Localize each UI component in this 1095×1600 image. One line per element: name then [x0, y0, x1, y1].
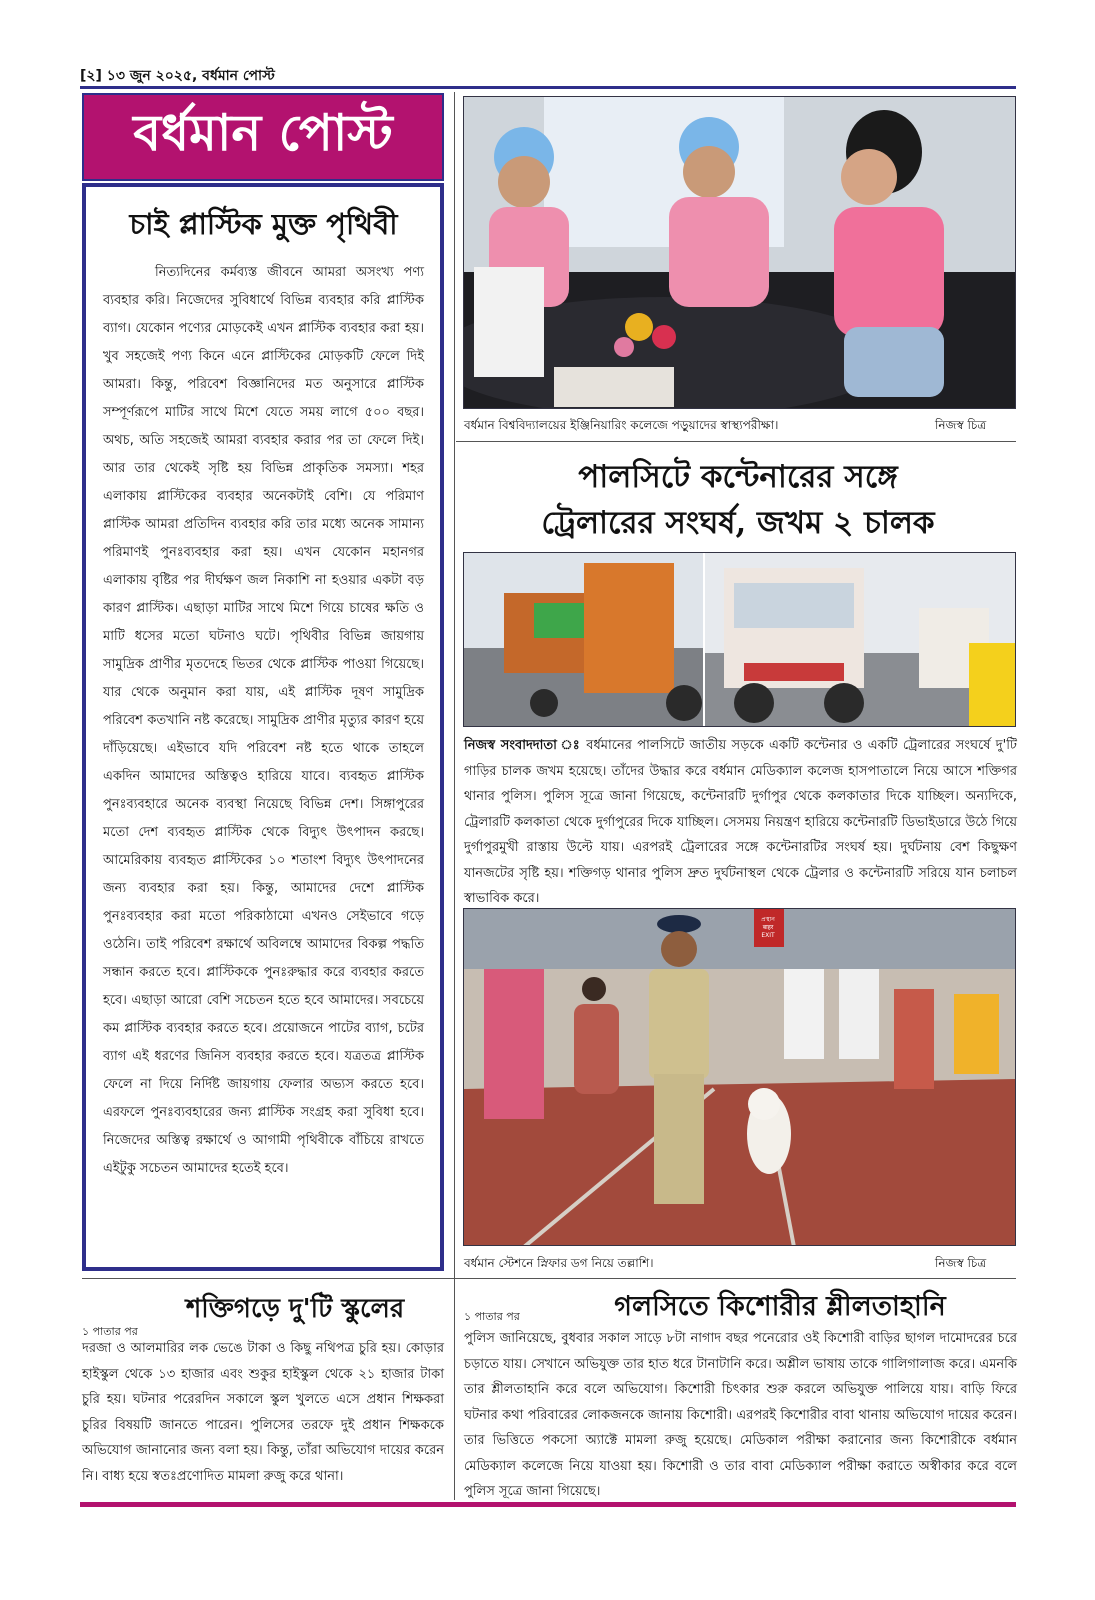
accident-headline-line2: ট্রেলারের সংঘর্ষ, জখম ২ চালক — [541, 505, 935, 541]
photo1-caption: বর্ধমান বিশ্ববিদ্যালয়ের ইঞ্জিনিয়ারিং কলেজে পড়ুয়াদের স্বাস্থ্যপরীক্ষা। — [464, 418, 779, 432]
footer-bar — [80, 1502, 1016, 1507]
school-headline: শক্তিগড়ে দু'টি স্কুলের — [185, 1294, 405, 1324]
accident-photo — [463, 552, 1016, 727]
rule — [456, 441, 1016, 442]
sniffer-dog-image — [464, 909, 1016, 1246]
photo3-caption: বর্ধমান স্টেশনে স্নিফার ডগ নিয়ে তল্লাশি। — [464, 1256, 654, 1270]
accident-body: বর্ধমানের পালসিটে জাতীয় সড়কে একটি কন্টেনার ও একটি ট্রেলারের সংঘর্ষে দু'টি গাড়ির চালক জখম হয়েছে। তাঁদের উদ্ধার করে বর্ধমান মেডিক্যাল কলেজ হাসপাতালে নিয়ে আসে শক্তিগর থানার পুলিস। পুলিস সূত্রে জানা গিয়েছে, কন্টেনারটি দুর্গাপুর থেকে কলকাতার দিকে যাচ্ছিল। অন্যদিকে, ট্রেলারটি কলকাতা থেকে দুর্গাপুরের দিকে যাচ্ছিল। সেসময় নিয়ন্ত্রণ হারিয়ে কন্টেনারটি ডিভাইডারে উঠে গিয়ে দুর্গাপুরমুখী রাস্তায় উল্টে যায়। এরপরই ট্রেলারের সঙ্গে কন্টেনারটির সংঘর্ষ হয়। দুর্ঘটনায় বেশ কিছুক্ষণ যানজটের সৃষ্টি হয়। শক্তিগড় থানার পুলিস দ্রুত দুর্ঘটনাস্থল থেকে ট্রেলার ও কন্টেনারটি সরিয়ে যান চলাচল স্বাভাবিক করে। — [464, 738, 1017, 906]
editorial-body: নিত্যদিনের কর্মব্যস্ত জীবনে আমরা অসংখ্য পণ্য ব্যবহার করি। নিজেদের সুবিধার্থে বিভিন্ন ব্যবহার করি প্লাস্টিক ব্যাগ। যেকোন পণ্যের মোড়কেই এখন প্লাস্টিক ব্যবহার করা হয়। খুব সহজেই পণ্য কিনে এনে প্লাস্টিকের মোড়কটি ফেলে দিই আমরা। কিন্তু, পরিবেশ বিজ্ঞানিদের মত অনুসারে প্লাস্টিক সম্পূর্ণরূপে মাটির সাথে মিশে যেতে সময় লাগে ৫০০ বছর। অথচ, অতি সহজেই আমরা ব্যবহার করার পর তা ফেলে দিই। আর তার থেকেই সৃষ্টি হয় বিভিন্ন প্রাকৃতিক সমস্যা। শহর এলাকায় প্লাস্টিকের ব্যবহার অনেকটাই বেশি। যে পরিমাণ প্লাস্টিক আমরা প্রতিদিন ব্যবহার করি তার মধ্যে অনেক সামান্য পরিমাণই পুনঃব্যবহার করা হয়। এখন যেকোন মহানগর এলাকায় বৃষ্টির পর দীর্ঘক্ষণ জল নিকাশি না হওয়ার একটা বড় কারণ প্লাস্টিক। এছাড়া মাটির সাথে মিশে গিয়ে চাষের ক্ষতি ও মাটি ধসের মতো ঘটনাও ঘটে। পৃথিবীর বিভিন্ন জায়গায় সামুদ্রিক প্রাণীর মৃতদেহে ভিতর থেকে প্লাস্টিক পাওয়া গিয়েছে। যার থেকে অনুমান করা যায়, এই প্লাস্টিক দূষণ সামুদ্রিক পরিবেশ কতখানি নষ্ট করেছে। সামুদ্রিক প্রাণীর মৃত্যুর কারণ হয়ে দাঁড়িয়েছে। এইভাবে যদি পরিবেশ নষ্ট হতে থাকে তাহলে একদিন আমাদের অস্তিত্বও হারিয়ে যাবে। ব্যবহৃত প্লাস্টিক পুনঃব্যবহারে অনেক ব্যবস্থা নিয়েছে বিভিন্ন দেশ। সিঙ্গাপুরের মতো দেশ ব্যবহৃত প্লাস্টিক থেকে বিদ্যুৎ উৎপাদন করছে। আমেরিকায় ব্যবহৃত প্লাস্টিকের ১০ শতাংশ বিদ্যুৎ উৎপাদনের জন্য ব্যবহার করা হয়। কিন্তু, আমাদের দেশে প্লাস্টিক পুনঃব্যবহার করা মতো পরিকাঠামো এখনও সেইভাবে গড়ে ওঠেনি। তাই পরিবেশ রক্ষার্থে অবিলম্বে আমাদের বিকল্প পদ্ধতি সন্ধান করতে হবে। প্লাস্টিককে পুনঃরুদ্ধার করে ব্যবহার করতে হবে। এছাড়া আরো বেশি সচেতন হতে হবে আমাদের। সবচেয়ে কম প্লাস্টিক ব্যবহার করতে হবে। প্রয়োজনে পাটের ব্যাগ, চটের ব্যাগ এই ধরণের জিনিস ব্যবহার করতে হবে। যত্রতত্র প্লাস্টিক ফেলে না দিয়ে নির্দিষ্ট জায়গায় ফেলার অভ্যস করতে হবে। এরফলে পুনঃব্যবহারের জন্য প্লাস্টিক সংগ্রহ করা সুবিধা হবে। নিজেদের অস্তিত্ব রক্ষার্থে ও আগামী পৃথিবীকে বাঁচিয়ে রাখতে এইটুকু সচেতন আমাদের হতেই হবে। — [103, 265, 424, 1176]
accident-text — [464, 733, 1017, 912]
column-divider — [454, 92, 455, 1500]
sniffer-dog-photo — [463, 908, 1016, 1246]
accident-headline-line1: পালসিটে কন্টেনারের সঙ্গে — [578, 459, 898, 495]
health-checkup-image — [464, 97, 1016, 409]
exit-sign: প্রস্থান बाहर EXIT — [761, 916, 775, 939]
folio: [২] ১৩ জুন ২০২৫, বর্ধমান পোস্ট — [80, 68, 275, 84]
top-rule — [80, 86, 1016, 89]
molest-body: পুলিস জানিয়েছে, বুধবার সকাল সাড়ে ৮টা নাগাদ বছর পনেরোর ওই কিশোরী বাড়ির ছাগল দামোদরের চরে চড়াতে যায়। সেখানে অভিযুক্ত তার হাত ধরে টানাটানি করে। অশ্লীল ভাষায় তাকে গালিগালাজ করে। এমনকি তার শ্লীলতাহানি করে বলে অভিযোগ। কিশোরী চিৎকার শুরু করলে অভিযুক্ত পালিয়ে যায়। বাড়ি ফিরে ঘটনার কথা পরিবারের লোকজনকে জানায় কিশোরী। এরপরই কিশোরীর বাবা থানায় অভিযোগ দায়ের করেন। তার ভিত্তিতে পকসো অ্যাক্টে মামলা রুজু হয়েছে। মেডিকাল পরীক্ষা করানোর জন্য কিশোরীকে বর্ধমান মেডিক্যাল কলেজে নিয়ে যাওয়া হয়। কিশোরী ও তার বাবা মেডিক্যাল পরীক্ষা করাতে অস্বীকার করে বলে পুলিস সূত্রে জানা গিয়েছে। — [464, 1331, 1017, 1499]
school-continued: ১ পাতার পর — [82, 1325, 138, 1338]
masthead — [82, 93, 444, 181]
masthead-title: বর্ধমান পোস্ট — [133, 102, 393, 162]
accident-byline: নিজস্ব সংবাদদাতা ঃ — [464, 738, 581, 753]
editorial-title: চাই প্লাস্টিক মুক্ত পৃথিবী — [129, 207, 398, 241]
molest-headline: গলসিতে কিশোরীর শ্লীলতাহানি — [614, 1291, 946, 1322]
accident-image — [464, 553, 1016, 727]
molest-continued: ১ পাতার পর — [464, 1310, 520, 1323]
photo1-credit: নিজস্ব চিত্র — [935, 418, 987, 432]
photo3-credit: নিজস্ব চিত্র — [935, 1256, 987, 1270]
rule — [82, 1278, 1016, 1279]
editorial-box — [82, 183, 444, 1271]
health-checkup-photo — [463, 96, 1016, 409]
school-body: দরজা ও আলমারির লক ভেঙে টাকা ও কিছু নথিপত্র চুরি হয়। কোড়ার হাইস্কুল থেকে ১৩ হাজার এবং শুকুর হাইস্কুল থেকে ২১ হাজার টাকা চুরি হয়। ঘটনার পরেরদিন সকালে স্কুল খুলতে এসে প্রধান শিক্ষকরা চুরির বিষয়টি জানতে পারেন। পুলিসের তরফে দুই প্রধান শিক্ষককে অভিযোগ জানানোর জন্য বলা হয়। কিন্তু, তাঁরা অভিযোগ দায়ের করেন নি। বাধ্য হয়ে স্বতঃপ্রণোদিত মামলা রুজু করে থানা। — [82, 1341, 444, 1484]
